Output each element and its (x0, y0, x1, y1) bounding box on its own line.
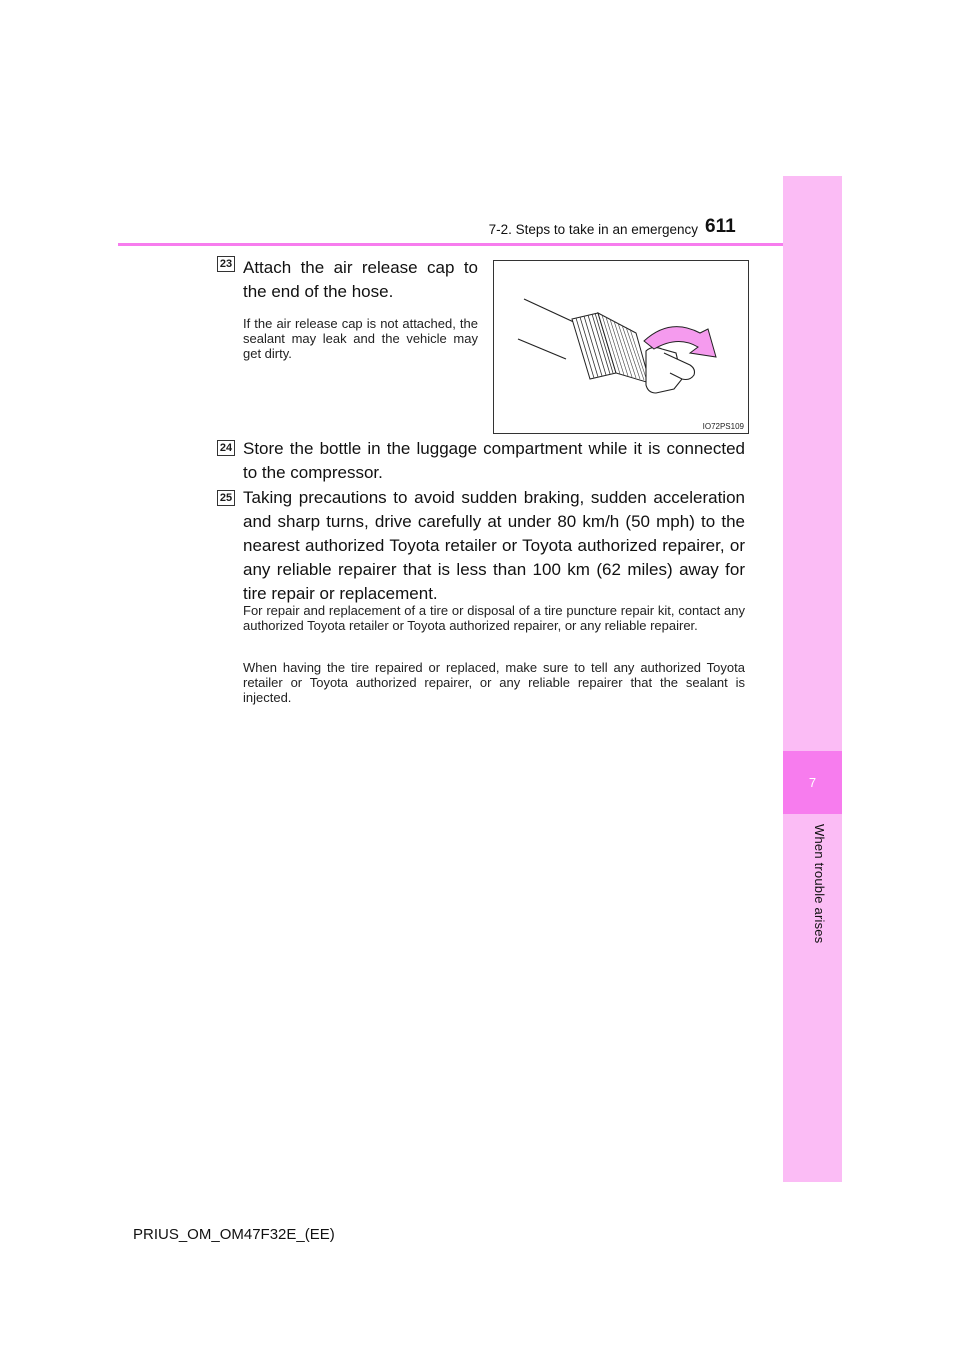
header-divider (118, 243, 783, 246)
step-23-note: If the air release cap is not attached, the sealant may leak and the vehicle may get dirty. (243, 316, 478, 361)
figure-air-release-cap (493, 260, 749, 434)
chapter-number: 7 (783, 751, 842, 814)
chapter-side-tab (783, 176, 842, 1182)
page-number: 611 (705, 216, 736, 237)
figure-id: IO72PS109 (702, 422, 744, 431)
section-title: 7-2. Steps to take in an emergency (488, 222, 698, 237)
step-25-text: Taking precautions to avoid sudden braking, sudden acceleration and sharp turns, drive carefully at under 80 km/h (50 mph) to the nearest authorized Toyota retailer or Toyota authorized repairer, or any reliable repairer that is less than 100 km (62 miles) away for tire repair or replacement. (243, 488, 745, 603)
document-code: PRIUS_OM_OM47F32E_(EE) (133, 1226, 335, 1243)
step-25-note-1: For repair and replacement of a tire or disposal of a tire puncture repair kit, contact any authorized Toyota retailer or Toyota authorized repairer, or any reliable repairer. (243, 603, 745, 633)
step-badge-23: 23 (217, 256, 235, 272)
step-25-note-2: When having the tire repaired or replaced, make sure to tell any authorized Toyota retailer or Toyota authorized repairer, or any reliable repairer that the sealant is injected. (243, 660, 745, 705)
step-badge-24: 24 (217, 440, 235, 456)
chapter-title: When trouble arises (812, 824, 827, 944)
step-23-text: Attach the air release cap to the end of the hose. (243, 258, 478, 301)
step-24-text: Store the bottle in the luggage compartment while it is connected to the compressor. (243, 439, 745, 482)
step-badge-25: 25 (217, 490, 235, 506)
hose-cap-illustration (494, 261, 748, 433)
